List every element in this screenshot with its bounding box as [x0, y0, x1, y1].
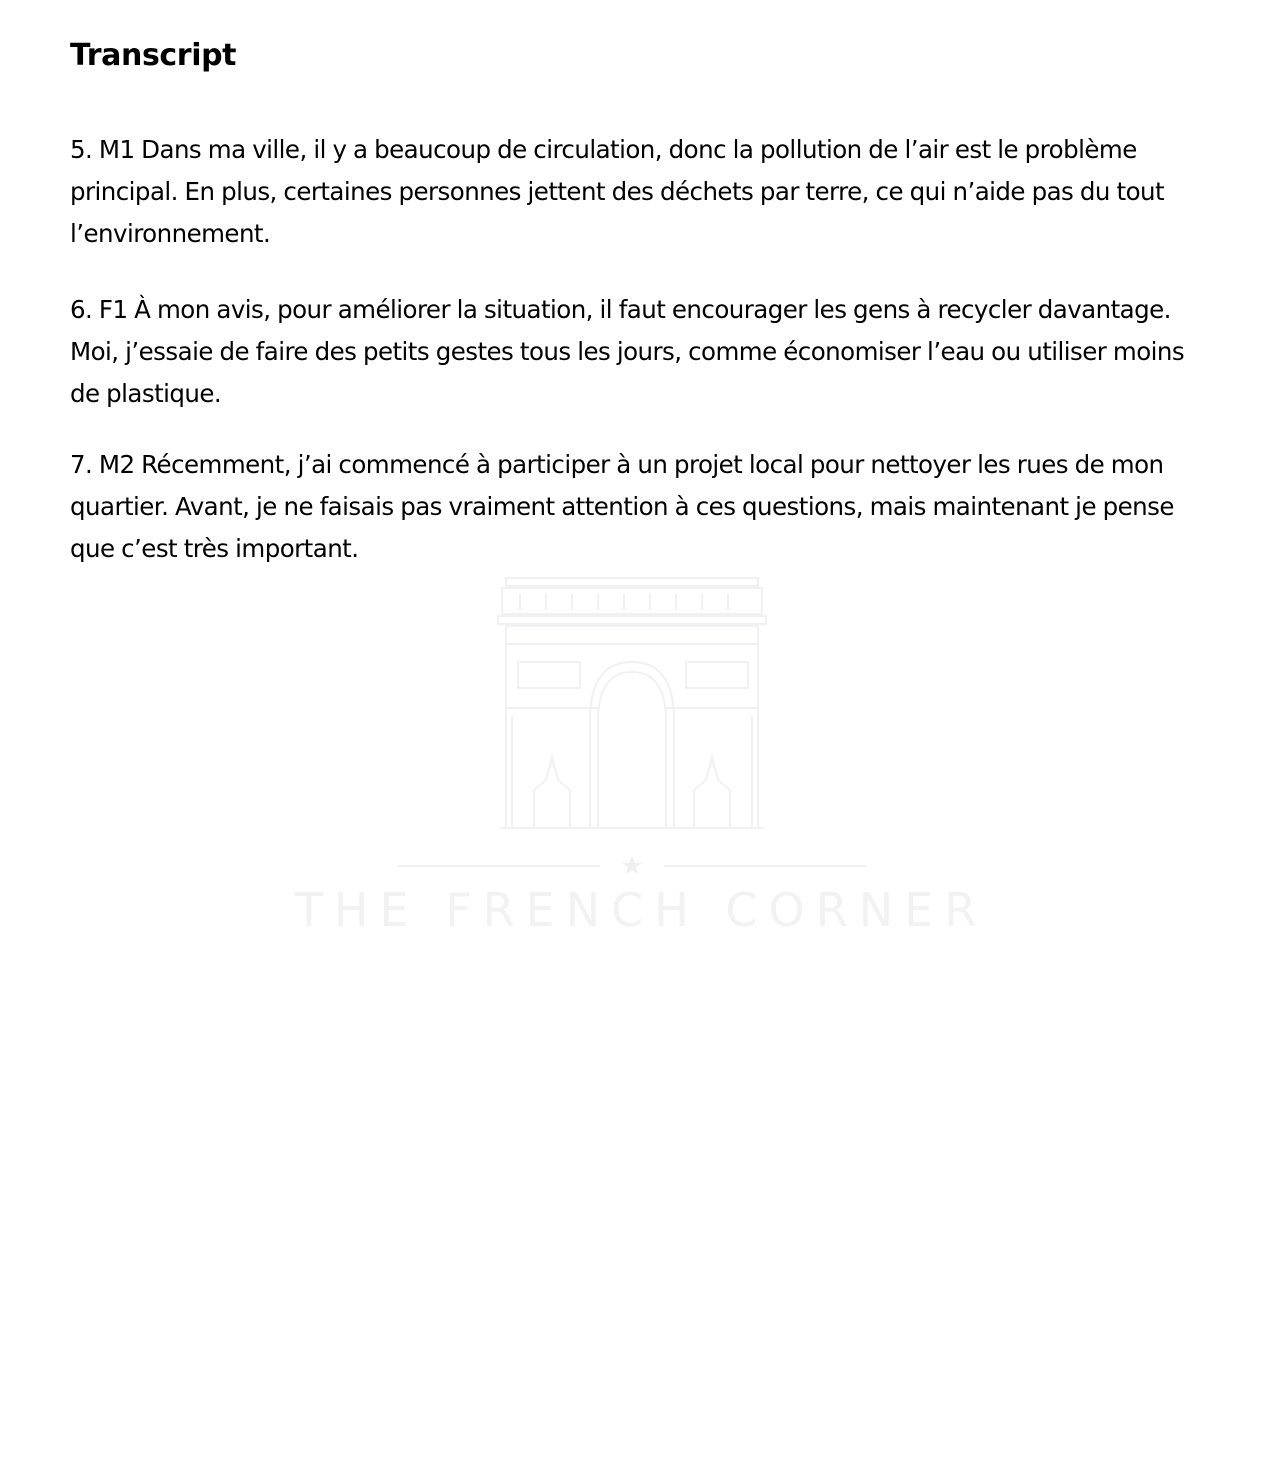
watermark — [0, 570, 1282, 950]
page-title: Transcript — [70, 38, 237, 73]
transcript-entry-6: 6. F1 À mon avis, pour améliorer la situation, il faut encourager les gens à recycler davantage. Moi, j’essaie de faire des petits gestes tous les jours, comme économiser l’eau ou utiliser moins de plastique. — [70, 295, 1185, 408]
transcript-entry-5: 5. M1 Dans ma ville, il y a beaucoup de circulation, donc la pollution de l’air est le problème principal. En plus, certaines personnes jettent des déchets par terre, ce qui n’aide pas du tout l’environnement. — [70, 135, 1165, 248]
watermark-text: THE FRENCH CORNER — [294, 883, 988, 937]
transcript-entry-7: 7. M2 Récemment, j’ai commencé à participer à un projet local pour nettoyer les rues de mon quartier. Avant, je ne faisais pas vraiment attention à ces questions, mais maintenant je pense que c’est très important. — [70, 450, 1174, 563]
arc-de-triomphe-icon — [0, 570, 1282, 880]
star-icon — [622, 856, 642, 874]
